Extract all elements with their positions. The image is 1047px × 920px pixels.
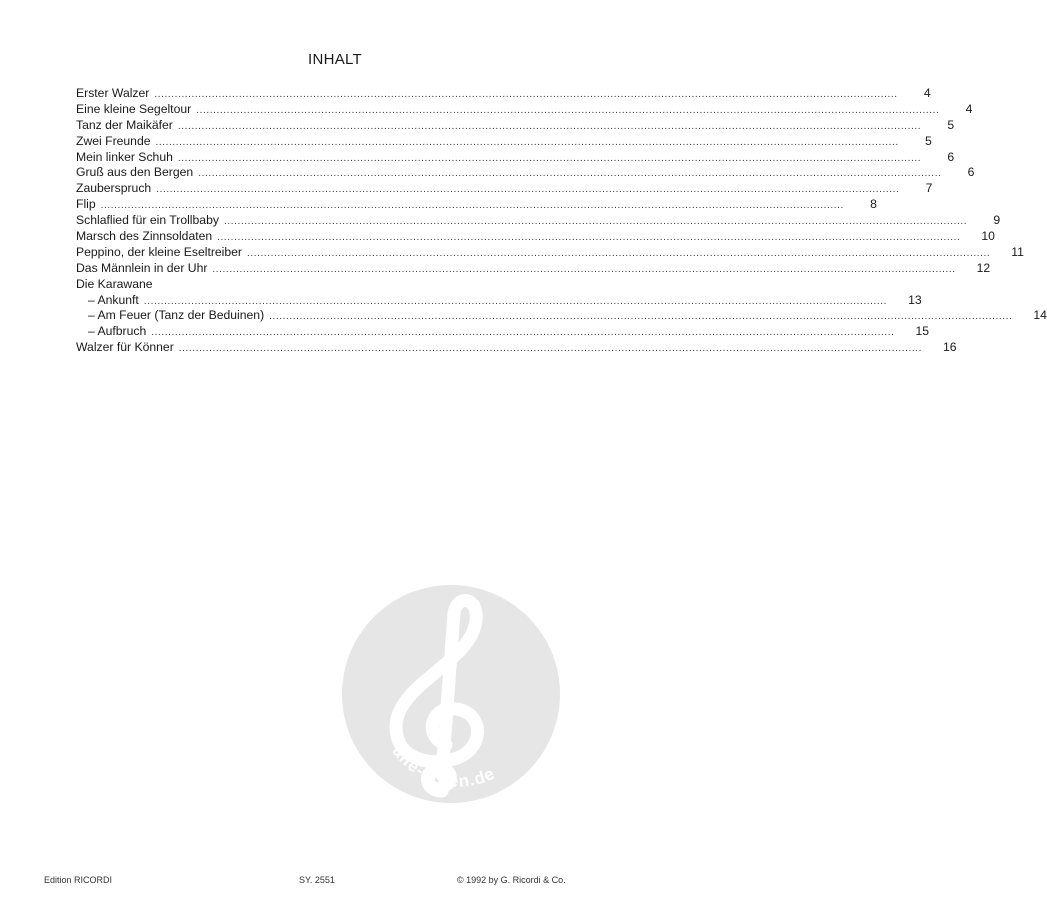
toc-entry bbox=[76, 101, 973, 118]
toc-entry bbox=[76, 213, 1001, 229]
toc-entry-title: Eine kleine Segeltour bbox=[76, 101, 192, 116]
toc-entry bbox=[76, 181, 933, 197]
toc-dot-leader: ............................................................................................................................................................................................................................ bbox=[196, 104, 940, 116]
toc-dot-leader: ............................................................................................................................................................................................................................ bbox=[177, 120, 922, 132]
toc-entry-title: – Aufbruch bbox=[88, 324, 147, 339]
toc-dot-leader: ............................................................................................................................................................................................................................ bbox=[154, 89, 898, 100]
toc-entry-title: Die Karawane bbox=[76, 276, 153, 291]
toc-entry bbox=[76, 340, 957, 356]
toc-entry-page: 16 bbox=[943, 340, 957, 355]
toc-dot-leader: ............................................................................................................................................................................................................................ bbox=[143, 295, 888, 307]
toc-entry-page: 4 bbox=[923, 86, 931, 100]
toc-entry-title: Erster Walzer bbox=[76, 86, 150, 100]
toc-entry bbox=[76, 229, 995, 245]
toc-entry-page: 5 bbox=[947, 117, 955, 132]
toc-entry-page: 11 bbox=[1011, 244, 1024, 259]
toc-entry-title: Walzer für Könner bbox=[76, 340, 174, 355]
toc-dot-leader: ............................................................................................................................................................................................................................ bbox=[151, 327, 895, 339]
toc-entry-title: Schlaflied für ein Trollbaby bbox=[76, 213, 219, 228]
toc-dot-leader: ............................................................................................................................................................................................................................ bbox=[217, 232, 961, 244]
toc-entry-page: 12 bbox=[976, 260, 991, 275]
toc-entry-page: 13 bbox=[908, 292, 922, 307]
toc-entry-page: 10 bbox=[981, 229, 995, 244]
toc-dot-leader: ............................................................................................................................................................................................................................ bbox=[178, 343, 922, 355]
toc-entry bbox=[76, 197, 877, 213]
footer-publisher: Edition RICORDI bbox=[44, 875, 113, 885]
page-title: INHALT bbox=[307, 51, 363, 68]
toc-dot-leader: ............................................................................................................................................................................................................................ bbox=[269, 311, 1013, 323]
toc-entry-title: Das Männlein in der Uhr bbox=[76, 260, 208, 275]
toc-entry bbox=[76, 117, 955, 134]
toc-entry-page: 7 bbox=[925, 181, 933, 196]
toc-entry bbox=[76, 86, 931, 102]
toc-dot-leader: ............................................................................................................................................................................................................................ bbox=[155, 136, 899, 148]
toc-entry bbox=[76, 133, 932, 150]
toc-entry-title: Mein linker Schuh bbox=[76, 149, 173, 164]
toc-entry bbox=[76, 244, 1024, 261]
toc-entry-title: Marsch des Zinnsoldaten bbox=[76, 229, 213, 244]
toc-dot-leader: ............................................................................................................................................................................................................................ bbox=[212, 263, 956, 275]
toc-dot-leader: ............................................................................................................................................................................................................................ bbox=[246, 247, 991, 259]
toc-dot-leader: ............................................................................................................................................................................................................................ bbox=[177, 152, 922, 164]
toc-entry-page: 8 bbox=[870, 197, 877, 212]
toc-entry-page: 6 bbox=[947, 149, 955, 164]
toc-entry-page: 14 bbox=[1033, 308, 1047, 323]
toc-entry bbox=[76, 260, 991, 277]
toc-entry bbox=[76, 277, 588, 293]
toc-entry-title: – Am Feuer (Tanz der Beduinen) bbox=[88, 308, 265, 323]
toc-entry-title: Zauberspruch bbox=[76, 181, 152, 196]
toc-dot-leader: ............................................................................................................................................................................................................................ bbox=[198, 168, 942, 180]
toc-entry bbox=[76, 324, 930, 340]
toc-entry-title: Flip bbox=[76, 197, 96, 212]
toc-entry-page: 4 bbox=[965, 101, 973, 116]
toc-entry-title: Gruß aus den Bergen bbox=[76, 165, 194, 180]
watermark-text: alle-noten.de bbox=[388, 741, 499, 791]
table-of-contents bbox=[76, 86, 1047, 356]
toc-entry-title: Peppino, der kleine Eseltreiber bbox=[76, 244, 242, 259]
toc-entry-title: Tanz der Maikäfer bbox=[76, 117, 173, 132]
footer-catalog-number: SY. 2551 bbox=[299, 875, 335, 885]
footer-copyright: © 1992 by G. Ricordi & Co. bbox=[457, 875, 566, 885]
toc-entry-page: 5 bbox=[924, 133, 932, 148]
toc-dot-leader: ............................................................................................................................................................................................................................ bbox=[156, 184, 900, 196]
toc-entry-title: – Ankunft bbox=[88, 292, 139, 307]
toc-entry-page: 6 bbox=[967, 165, 975, 180]
toc-entry-page: 9 bbox=[993, 213, 1001, 228]
toc-entry-page: 15 bbox=[915, 324, 930, 339]
toc-entry-title: Zwei Freunde bbox=[76, 133, 151, 148]
toc-dot-leader: ............................................................................................................................................................................................................................ bbox=[100, 200, 844, 212]
toc-entry bbox=[76, 149, 955, 166]
toc-dot-leader: ............................................................................................................................................................................................................................ bbox=[223, 216, 968, 228]
watermark-logo bbox=[342, 585, 560, 803]
toc-entry bbox=[76, 292, 922, 309]
toc-entry bbox=[76, 308, 1047, 324]
toc-entry bbox=[76, 165, 975, 181]
